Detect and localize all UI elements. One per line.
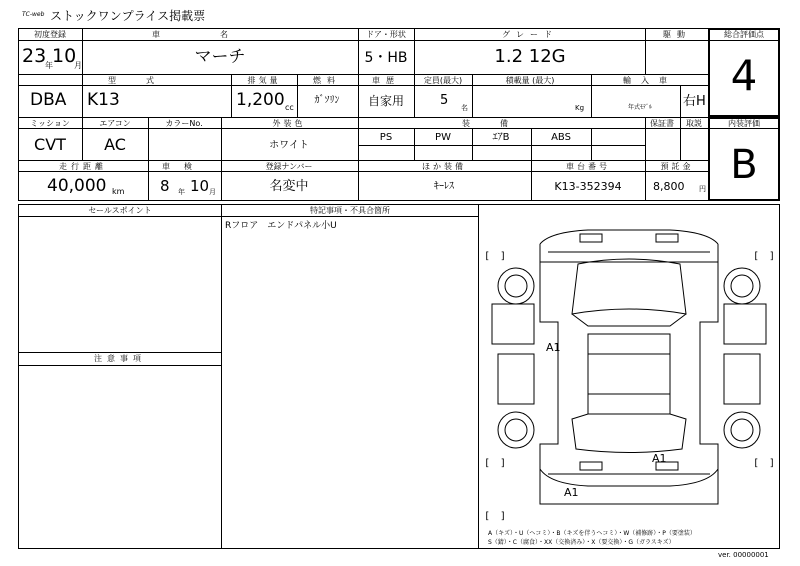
damage-mark-left: A1: [546, 341, 561, 354]
label-mission: ミッション: [30, 119, 70, 128]
label-other-equipment: ほか装備: [422, 162, 466, 171]
displacement-value: 1,200: [236, 90, 285, 110]
svg-text:]: ]: [500, 458, 507, 469]
model-prefix: DBA: [30, 90, 67, 110]
load-unit: Kg: [575, 104, 585, 112]
logo: TC-web: [22, 11, 45, 18]
label-drive: 駆動: [663, 30, 691, 39]
plate-value: 名変中: [269, 179, 309, 194]
exterior-value: ホワイト: [269, 140, 309, 151]
svg-text:]: ]: [500, 511, 507, 522]
door-shape-value: 5・HB: [364, 50, 408, 66]
label-inspection: 車検: [162, 162, 206, 171]
label-interior-grade: 内装評価: [728, 119, 760, 128]
chassis-value: K13-352394: [554, 180, 622, 193]
svg-text:[: [: [484, 251, 491, 262]
first-reg-month: 10: [52, 45, 77, 67]
svg-text:[: [: [484, 458, 491, 469]
capacity-value: 5: [440, 93, 449, 108]
inspection-month-unit: 月: [209, 188, 216, 196]
damage-mark-rear-left: A1: [564, 486, 579, 499]
label-manual: 取説: [686, 119, 702, 128]
equipment-airbag: ｴｱB: [492, 132, 510, 143]
label-equipment: 装備: [462, 119, 538, 128]
label-door-shape: ドア・形状: [366, 30, 406, 39]
mileage-unit: km: [112, 187, 125, 196]
equipment-abs: ABS: [551, 132, 571, 143]
label-car-name: 車名: [152, 30, 288, 39]
displacement-unit: cc: [285, 103, 294, 112]
label-model: 型式: [108, 76, 184, 85]
label-displacement: 排気量: [247, 76, 281, 85]
page-title: ストックワンプライス掲載票: [50, 9, 206, 23]
label-history: 車歴: [372, 76, 400, 85]
grade-value: 1.2 12G: [494, 46, 566, 67]
handle-value: 右H: [683, 94, 706, 109]
svg-text:]: ]: [769, 458, 776, 469]
other-equipment-value: ｷｰﾚｽ: [434, 181, 454, 192]
history-value: 自家用: [367, 94, 405, 108]
interior-score-value: B: [730, 142, 758, 188]
caution-label: 注意事項: [94, 354, 146, 363]
label-chassis: 車台番号: [566, 162, 610, 171]
version-label: ver. 00000001: [718, 551, 769, 559]
label-first-reg: 初度登録: [34, 30, 66, 39]
label-exterior: 外装色: [272, 119, 306, 128]
notes-text: Rフロア エンドパネル小U: [225, 221, 337, 231]
label-deposit: 預託金: [660, 162, 694, 171]
equipment-pw: PW: [435, 132, 451, 143]
first-reg-month-unit: 月: [74, 61, 82, 70]
model-year-label: 年式ﾓﾃﾞﾙ: [628, 104, 653, 111]
svg-text:[: [: [484, 511, 491, 522]
inspection-month: 10: [190, 177, 210, 195]
label-capacity: 定員(最大): [423, 76, 463, 85]
damage-mark-rear-right: A1: [652, 452, 667, 465]
notes-label: 特記事項・不具合箇所: [310, 206, 390, 215]
car-damage-diagram: [478, 204, 780, 549]
first-reg-year-unit: 年: [45, 61, 53, 70]
inspection-year-unit: 年: [178, 188, 185, 196]
label-total-grade: 総合評価点: [724, 30, 764, 39]
legend-line-1: A（キズ）・U（ヘコミ）・B（キズを伴うヘコミ）・W（補修跡）・P（要塗装）: [488, 530, 696, 537]
mileage-value: 40,000: [47, 176, 107, 196]
total-score-value: 4: [730, 51, 758, 100]
fuel-value: ｶﾞｿﾘﾝ: [314, 95, 340, 106]
legend-line-2: S（錆）・C（腐食）・XX（交換済み）・X（要交換）・G（ガラスキズ）: [488, 539, 675, 546]
equipment-ps: PS: [379, 132, 393, 143]
sales-point-label: セールスポイント: [88, 206, 152, 215]
first-reg-year: 23: [22, 45, 47, 67]
svg-text:]: ]: [769, 251, 776, 262]
svg-text:[: [: [753, 458, 760, 469]
label-aircon: エアコン: [99, 119, 131, 128]
svg-text:]: ]: [500, 251, 507, 262]
deposit-value: 8,800: [653, 180, 685, 193]
deposit-unit: 円: [699, 185, 706, 193]
model-value: K13: [87, 90, 120, 110]
label-grade: グレード: [502, 30, 558, 39]
capacity-unit: 名: [461, 104, 468, 112]
label-warranty: 保証書: [650, 119, 674, 128]
mission-value: CVT: [34, 135, 66, 154]
label-plate: 登録ナンバー: [265, 162, 313, 171]
aircon-value: AC: [104, 135, 126, 154]
label-import: 輸入車: [623, 76, 677, 85]
svg-text:[: [: [753, 251, 760, 262]
inspection-year: 8: [160, 177, 170, 195]
label-color-no: カラーNo.: [165, 119, 203, 128]
label-load: 積載量 (最大): [505, 76, 555, 85]
label-fuel: 燃料: [313, 76, 341, 85]
car-name-value: マーチ: [194, 47, 246, 67]
label-mileage: 走行距離: [59, 162, 107, 171]
